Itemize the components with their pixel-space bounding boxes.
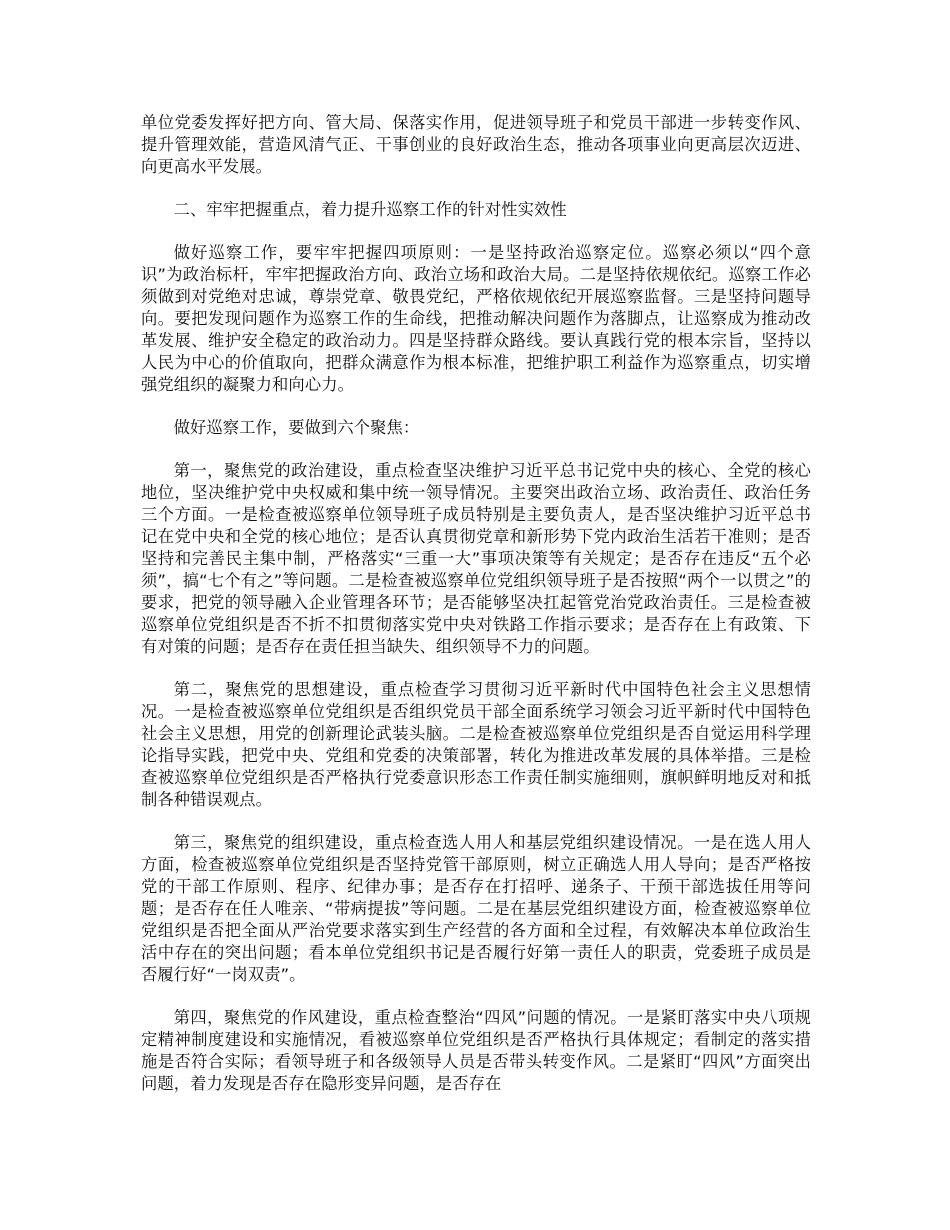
document-body (141, 112, 811, 1116)
paragraph-focus-1: 第一，聚焦党的政治建设，重点检查坚决维护习近平总书记党中央的核心、全党的核心地位，坚决维护党中央权威和集中统一领导情况。主要突出政治立场、政治责任、政治任务三个方面。一是检查被巡察单位领导班子成员特别是主要负责人，是否坚决维护习近平总书记在党中央和全党的核心地位；是否认真贯彻党章和新形势下党内政治生活若干准则；是否坚持和完善民主集中制，严格落实“三重一大”事项决策等有关规定；是否存在违反“五个必须”，搞“七个有之”等问题。二是检查被巡察单位党组织领导班子是否按照“两个一以贯之”的要求，把党的领导融入企业管理各环节；是否能够坚决扛起管党治党政治责任。三是检查被巡察单位党组织是否不折不扣贯彻落实党中央对铁路工作指示要求；是否存在上有政策、下有对策的问题；是否存在责任担当缺失、组织领导不力的问题。 (141, 461, 811, 656)
paragraph-focus-4: 第四，聚焦党的作风建设，重点检查整治“四风”问题的情况。一是紧盯落实中央八项规定精神制度建设和实施情况，看被巡察单位党组织是否严格执行具体规定；看制定的落实措施是否符合实际；看领导班子和各级领导人员是否带头转变作风。二是紧盯“四风”方面突出问题，着力发现是否存在隐形变异问题，是否存在 (141, 1008, 811, 1093)
paragraph-six-focuses-intro: 做好巡察工作，要做到六个聚焦： (173, 418, 420, 437)
paragraph-focus-2: 第二，聚焦党的思想建设，重点检查学习贯彻习近平新时代中国特色社会主义思想情况。一是检查被巡察单位党组织是否组织党员干部全面系统学习领会习近平新时代中国特色社会主义思想，用党的创新理论武装头脑。二是检查被巡察单位党组织是否自觉运用科学理论指导实践，把党中央、党组和党委的决策部署，转化为推进改革发展的具体举措。三是检查被巡察单位党组织是否严格执行党委意识形态工作责任制实施细则，旗帜鲜明地反对和抵制各种错误观点。 (141, 680, 811, 809)
paragraph-focus-3: 第三，聚焦党的组织建设，重点检查选人用人和基层党组织建设情况。一是在选人用人方面，检查被巡察单位党组织是否坚持党管干部原则，树立正确选人用人导向；是否严格按党的干部工作原则、程序、纪律办事；是否存在打招呼、递条子、干预干部选拔任用等问题；是否存在任人唯亲、“带病提拔”等问题。二是在基层党组织建设方面，检查被巡察单位党组织是否把全面从严治党要求落实到生产经营的各方面和全过程，有效解决本单位政治生活中存在的突出问题；看本单位党组织书记是否履行好第一责任人的职责，党委班子成员是否履行好“一岗双责”。 (141, 833, 811, 984)
section-heading: 二、牢牢把握重点，着力提升巡察工作的针对性实效性 (173, 200, 567, 219)
paragraph-continuation: 单位党委发挥好把方向、管大局、保落实作用，促进领导班子和党员干部进一步转变作风、提升管理效能，营造风清气正、干事创业的良好政治生态，推动各项事业向更高层次迈进、向更高水平发展。 (141, 113, 811, 176)
paragraph-four-principles: 做好巡察工作，要牢牢把握四项原则：一是坚持政治巡察定位。巡察必须以“四个意识”为政治标杆，牢牢把握政治方向、政治立场和政治大局。二是坚持依规依纪。巡察工作必须做到对党绝对忠诚，尊崇党章、敬畏党纪，严格依规依纪开展巡察监督。三是坚持问题导向。要把发现问题作为巡察工作的生命线，把推动解决问题作为落脚点，让巡察成为推动改革发展、维护安全稳定的政治动力。四是坚持群众路线。要认真践行党的根本宗旨，坚持以人民为中心的价值取向，把群众满意作为根本标准，把维护职工利益作为巡察重点，切实增强党组织的凝聚力和向心力。 (141, 243, 811, 394)
